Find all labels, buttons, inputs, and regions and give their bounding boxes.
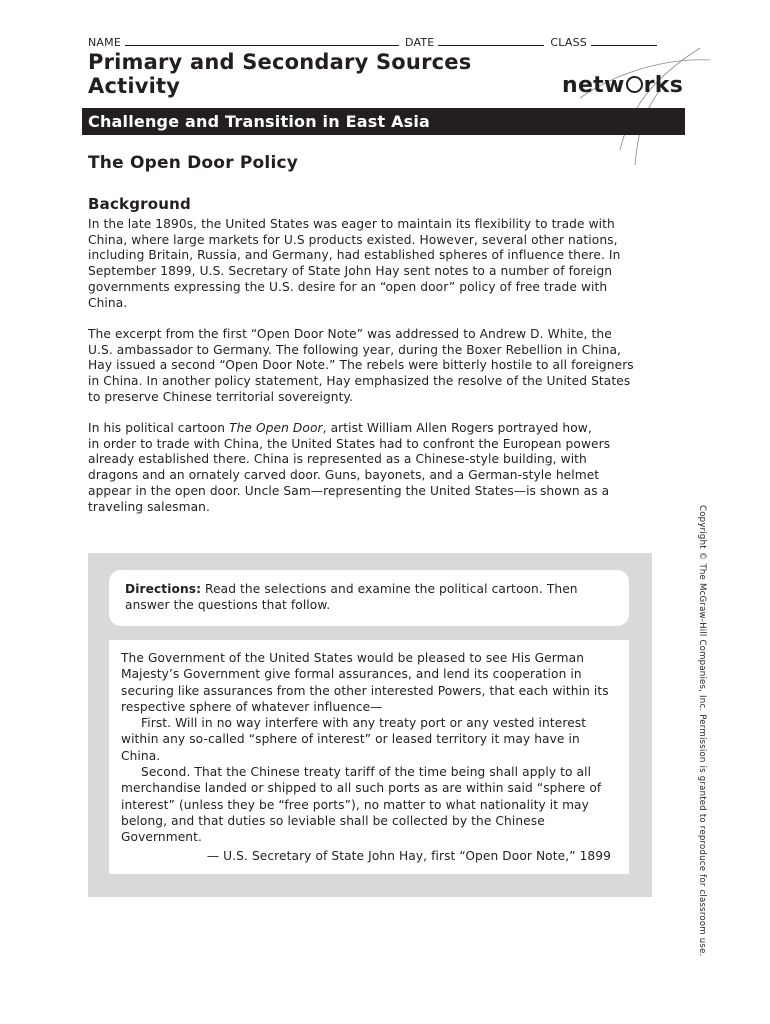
logo-swoosh-icon <box>560 40 720 170</box>
excerpt-paragraph-1: The Government of the United States would be pleased to see His German Majesty’s Government give formal assurances, and lend its cooperation in securing like assurances from the other interested Powers, that each within its respective sphere of whatever influence— <box>121 651 609 714</box>
title-line-1: Primary and Secondary Sources <box>88 50 472 74</box>
logo-text-end: rks <box>643 73 684 98</box>
date-label: DATE <box>405 36 435 49</box>
excerpt-attribution: — U.S. Secretary of State John Hay, first “Open Door Note,” 1899 <box>206 848 611 863</box>
copyright-notice: Copyright © The McGraw-Hill Companies, Inc. Permission is granted to reproduce for classroom use. <box>697 505 707 957</box>
date-field[interactable] <box>438 35 544 46</box>
excerpt-paragraph-3: Second. That the Chinese treaty tariff of the time being shall apply to all merchandise landed or shipped to all such ports as are within said “sphere of interest” (unless they be “free ports”), no matter to what nationality it may belong, and that duties so leviable shall be collected by the Chinese Government. <box>121 765 602 845</box>
chapter-banner <box>82 108 685 135</box>
primary-source-excerpt <box>109 640 629 874</box>
banner-title: Challenge and Transition in East Asia <box>88 112 431 131</box>
name-label: NAME <box>88 36 121 49</box>
page-title <box>88 50 471 98</box>
directions-label: Directions: <box>125 582 202 596</box>
directions-text <box>125 582 617 613</box>
title-line-2: Activity <box>88 74 181 98</box>
directions-box <box>109 570 629 626</box>
background-heading: Background <box>88 195 191 213</box>
section-title: The Open Door Policy <box>88 153 299 173</box>
background-paragraph-2: The excerpt from the first “Open Door Note” was addressed to Andrew D. White, the U.S. ambassador to Germany. The following year, during the Boxer Rebellion in China, Hay issued a second “Open Door Note.” The rebels were bitterly hostile to all foreigners in China. In another policy statement, Hay emphasized the resolve of the United States to preserve Chinese territorial sovereignty. <box>88 327 634 404</box>
logo-globe-icon <box>626 76 643 93</box>
cartoon-para-intro: In his political cartoon <box>88 421 230 435</box>
class-label: CLASS <box>550 36 587 49</box>
name-field[interactable] <box>125 35 399 46</box>
directions-body: Read the selections and examine the political cartoon. Then answer the questions that follow. <box>125 582 578 612</box>
background-paragraph-1: In the late 1890s, the United States was eager to maintain its flexibility to trade with China, where large markets for U.S products existed. However, several other nations, including Britain, Russia, and Germany, had established spheres of influence there. In September 1899, U.S. Secretary of State John Hay sent notes to a number of foreign governments expressing the U.S. desire for an “open door” policy of free trade with China. <box>88 217 621 310</box>
logo-text-start: netw <box>562 73 625 98</box>
excerpt-paragraph-2: First. Will in no way interfere with any treaty port or any vested interest within any so-called “sphere of interest” or leased territory it may have in China. <box>121 716 587 763</box>
cartoon-paragraph <box>88 421 668 515</box>
cartoon-para-body: , artist William Allen Rogers portrayed how, in order to trade with China, the United States had to confront the European powers already established there. China is represented as a Chinese-style building, with dragons and an ornately carved door. Guns, bayonets, and a German-style helmet appear in the open door. Uncle Sam—representing the United States—is shown as a traveling salesman. <box>88 421 611 514</box>
networks-logo <box>562 73 683 98</box>
cartoon-title: The Open Door <box>229 421 323 435</box>
